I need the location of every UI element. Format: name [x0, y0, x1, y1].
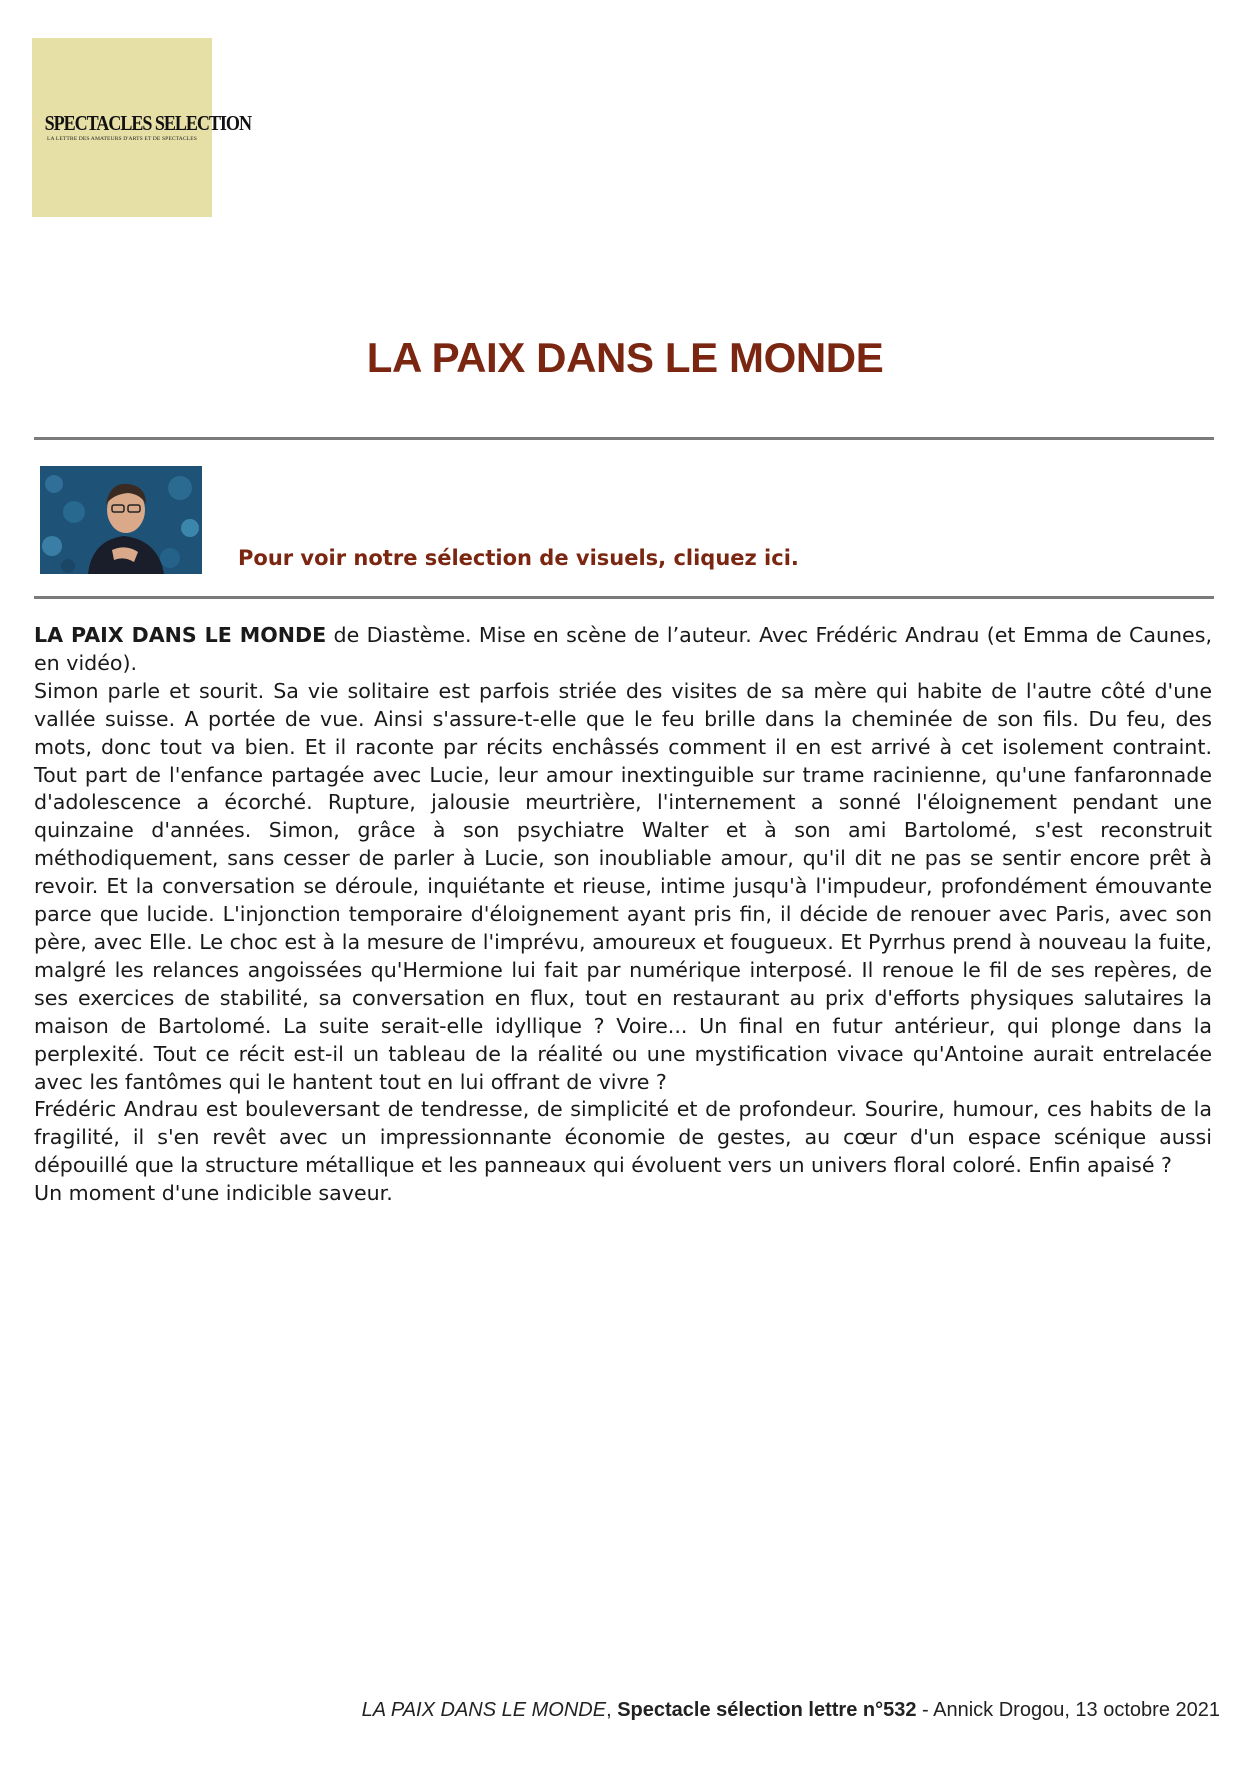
actor-photo[interactable] [40, 466, 202, 574]
logo-tagline: LA LETTRE DES AMATEURS D'ARTS ET DE SPECTACLES [46, 136, 197, 142]
logo-name: SPECTACLES SELECTION [44, 111, 251, 135]
article-lead [34, 622, 1212, 678]
bottom-divider [34, 596, 1214, 599]
footer-show-title: LA PAIX DANS LE MONDE [361, 1699, 607, 1721]
lead-credits: de Diastème. Mise en scène de l’auteur. Avec Frédéric Andrau (et Emma de Caunes, en vidéo). [34, 623, 1213, 675]
footer-publication: Spectacle sélection lettre n°532 [617, 1699, 917, 1721]
page-title: LA PAIX DANS LE MONDE [366, 334, 884, 381]
top-divider [34, 437, 1214, 440]
footer-author-date: - Annick Drogou, 13 octobre 2021 [916, 1699, 1220, 1721]
actor-photo-illustration [40, 466, 202, 574]
article-body [34, 622, 1212, 1208]
article-paragraph-2: Frédéric Andrau est bouleversant de tendresse, de simplicité et de profondeur. Sourire, humour, ces habits de la fragilité, il s'en revêt avec un impressionnante économie de gestes, au cœur d'un espace scénique aussi dépouillé que la structure métallique et les panneaux qui évoluent vers un univers floral coloré. Enfin apaisé ? [34, 1097, 1212, 1178]
spectacles-selection-logo [32, 38, 251, 217]
lead-show-title: LA PAIX DANS LE MONDE [34, 623, 327, 647]
source-footer [362, 1699, 1220, 1722]
footer-separator: , [606, 1699, 618, 1721]
visuels-link[interactable]: Pour voir notre sélection de visuels, cliquez ici. [238, 546, 799, 570]
article-paragraph-3: Un moment d'une indicible saveur. [34, 1181, 393, 1206]
article-paragraph-1: Simon parle et sourit. Sa vie solitaire est parfois striée des visites de sa mère qui habite de l'autre côté d'une vallée suisse. A portée de vue. Ainsi s'assure-t-elle que le feu brille dans la cheminée de son fils. Du feu, des mots, donc tout va bien. Et il raconte par récits enchâssés comment il en est arrivé à cet isolement contraint. Tout part de l'enfance partagée avec Lucie, leur amour inextinguible sur trame racinienne, qu'une fanfaronnade d'adolescence a écorché. Rupture, jalousie meurtrière, l'internement a sonné l'éloignement pendant une quinzaine d'années. Simon, grâce à son psychiatre Walter et à son ami Bartolomé, s'est reconstruit méthodiquement, sans cesser de parler à Lucie, son inoubliable amour, qu'il dit ne pas se sentir encore prêt à revoir. Et la conversation se déroule, inquiétante et rieuse, intime jusqu'à l'impudeur, profondément émouvante parce que lucide. L'injonction temporaire d'éloignement ayant pris fin, il décide de renouer avec Paris, avec son père, avec Elle. Le choc est à la mesure de l'imprévu, amoureux et fougueux. Et Pyrrhus prend à nouveau la fuite, malgré les relances angoissées qu'Hermione lui fait par numérique interposé. Il renoue le fil de ses repères, de ses exercices de stabilité, sa conversation en flux, tout en restaurant au prix d'efforts physiques salutaires la maison de Bartolomé. La suite serait-elle idyllique ? Voire... Un final en futur antérieur, qui plonge dans la perplexité. Tout ce récit est-il un tableau de la réalité ou une mystification vivace qu'Antoine aurait entrelacée avec les fantômes qui le hantent tout en lui offrant de vivre ? [34, 678, 1212, 1094]
